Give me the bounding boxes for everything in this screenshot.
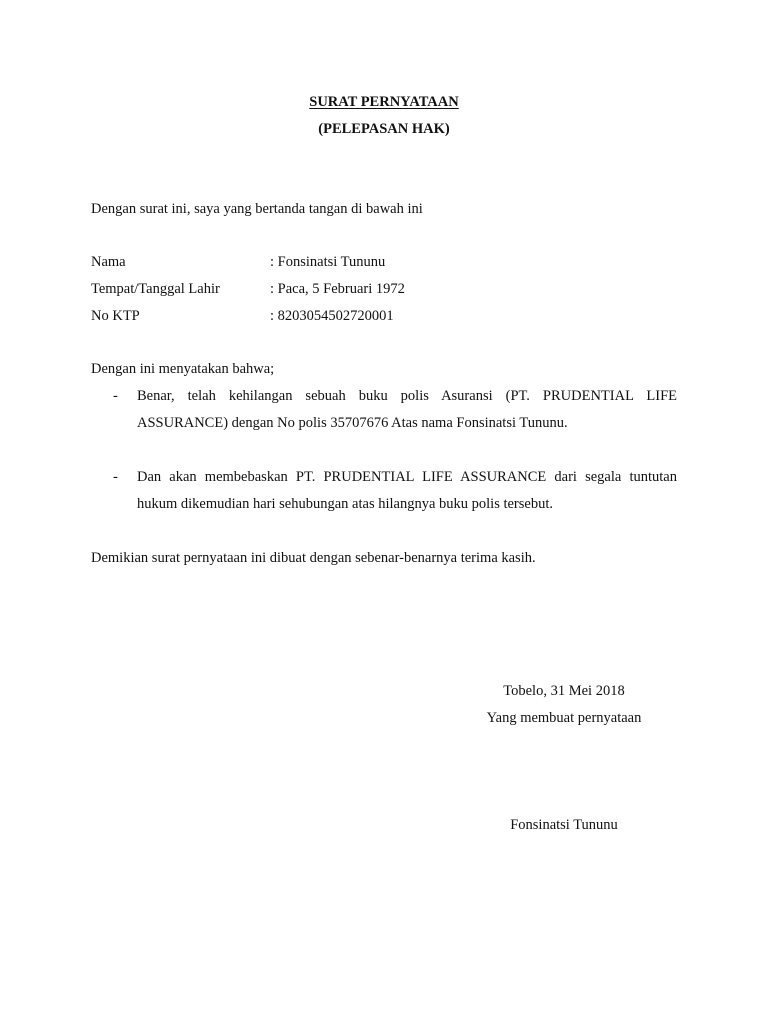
signer-name: Fonsinatsi Tununu	[510, 817, 618, 833]
field-label-nama: Nama	[91, 254, 126, 270]
bullet-line: Benar, telah kehilangan sebuah buku polis Asuransi (PT. PRUDENTIAL LIFE	[137, 388, 677, 404]
place-date: Tobelo, 31 Mei 2018	[503, 683, 625, 699]
field-label-birth: Tempat/Tanggal Lahir	[91, 281, 220, 297]
bullet-dash: -	[113, 388, 118, 404]
document-title-text: SURAT PERNYATAAN	[309, 94, 459, 110]
field-value-ktp: : 8203054502720001	[270, 308, 394, 324]
bullet-dash: -	[113, 469, 118, 485]
bullet-line: hukum dikemudian hari sehubungan atas hilangnya buku polis tersebut.	[137, 496, 553, 512]
closing-paragraph: Demikian surat pernyataan ini dibuat dengan sebenar-benarnya terima kasih.	[91, 550, 536, 566]
statement-intro: Dengan ini menyatakan bahwa;	[91, 361, 275, 377]
intro-paragraph: Dengan surat ini, saya yang bertanda tangan di bawah ini	[91, 201, 423, 217]
field-value-birth: : Paca, 5 Februari 1972	[270, 281, 405, 297]
document-subtitle: (PELEPASAN HAK)	[318, 121, 450, 137]
signer-role: Yang membuat pernyataan	[486, 710, 642, 726]
bullet-item	[137, 464, 677, 518]
field-label-ktp: No KTP	[91, 308, 140, 324]
bullet-line: ASSURANCE) dengan No polis 35707676 Atas nama Fonsinatsi Tununu.	[137, 415, 568, 431]
bullet-item	[137, 383, 677, 437]
document-title	[0, 95, 768, 110]
bullet-line: Dan akan membebaskan PT. PRUDENTIAL LIFE ASSURANCE dari segala tuntutan	[137, 469, 677, 485]
field-value-nama: : Fonsinatsi Tununu	[270, 254, 386, 270]
